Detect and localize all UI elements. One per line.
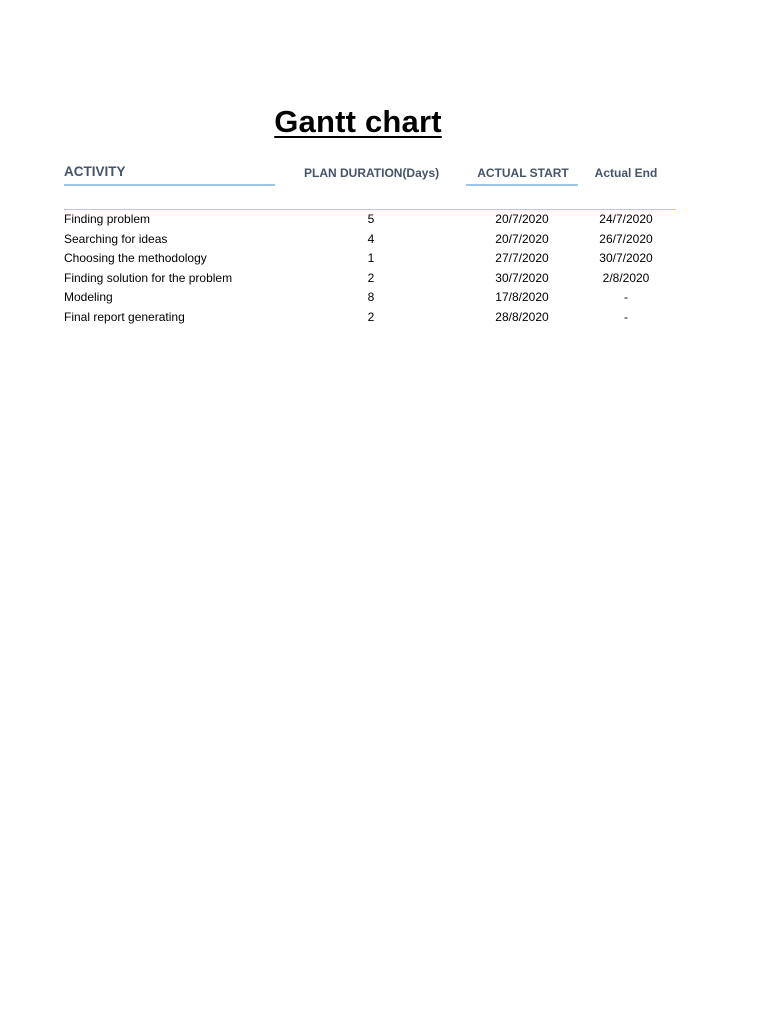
actual-start-cell: 30/7/2020 [495,270,549,285]
plan-duration-cell: 2 [367,309,375,324]
plan-duration-cell: 8 [367,290,375,304]
actual-end-cell: 24/7/2020 [599,212,653,226]
table-row [0,210,768,230]
actual-end-cell: - [624,290,628,304]
table-row [0,230,768,250]
activity-cell: Searching for ideas [64,231,168,246]
actual-start-cell: 28/8/2020 [495,309,549,324]
header-underline-activity [64,184,275,186]
column-header-actual-end: Actual End [594,166,658,180]
actual-start-cell: 20/7/2020 [495,212,549,226]
actual-start-cell: 17/8/2020 [495,290,549,304]
activity-cell: Choosing the methodology [64,251,207,265]
schedule-table-body [0,210,768,327]
actual-end-cell: - [624,309,628,324]
plan-duration-cell: 4 [367,231,375,246]
activity-cell: Modeling [64,290,113,304]
column-header-activity: ACTIVITY [64,164,126,179]
activity-cell: Finding problem [64,212,151,226]
actual-end-cell: 30/7/2020 [599,251,653,265]
activity-cell: Final report generating [64,309,185,324]
header-underline-actual-start [466,184,578,186]
plan-duration-cell: 5 [367,212,375,226]
table-row [0,308,768,328]
plan-duration-cell: 1 [367,251,375,265]
table-row [0,249,768,269]
plan-duration-cell: 2 [367,270,375,285]
column-header-actual-start: ACTUAL START [477,166,569,180]
table-row [0,288,768,308]
page-title: Gantt chart [274,104,442,139]
activity-cell: Finding solution for the problem [64,270,233,285]
table-row [0,269,768,289]
column-header-plan-duration: PLAN DURATION(Days) [304,166,440,180]
actual-end-cell: 2/8/2020 [602,270,650,285]
actual-start-cell: 27/7/2020 [495,251,549,265]
actual-start-cell: 20/7/2020 [495,231,549,246]
actual-end-cell: 26/7/2020 [599,231,653,246]
